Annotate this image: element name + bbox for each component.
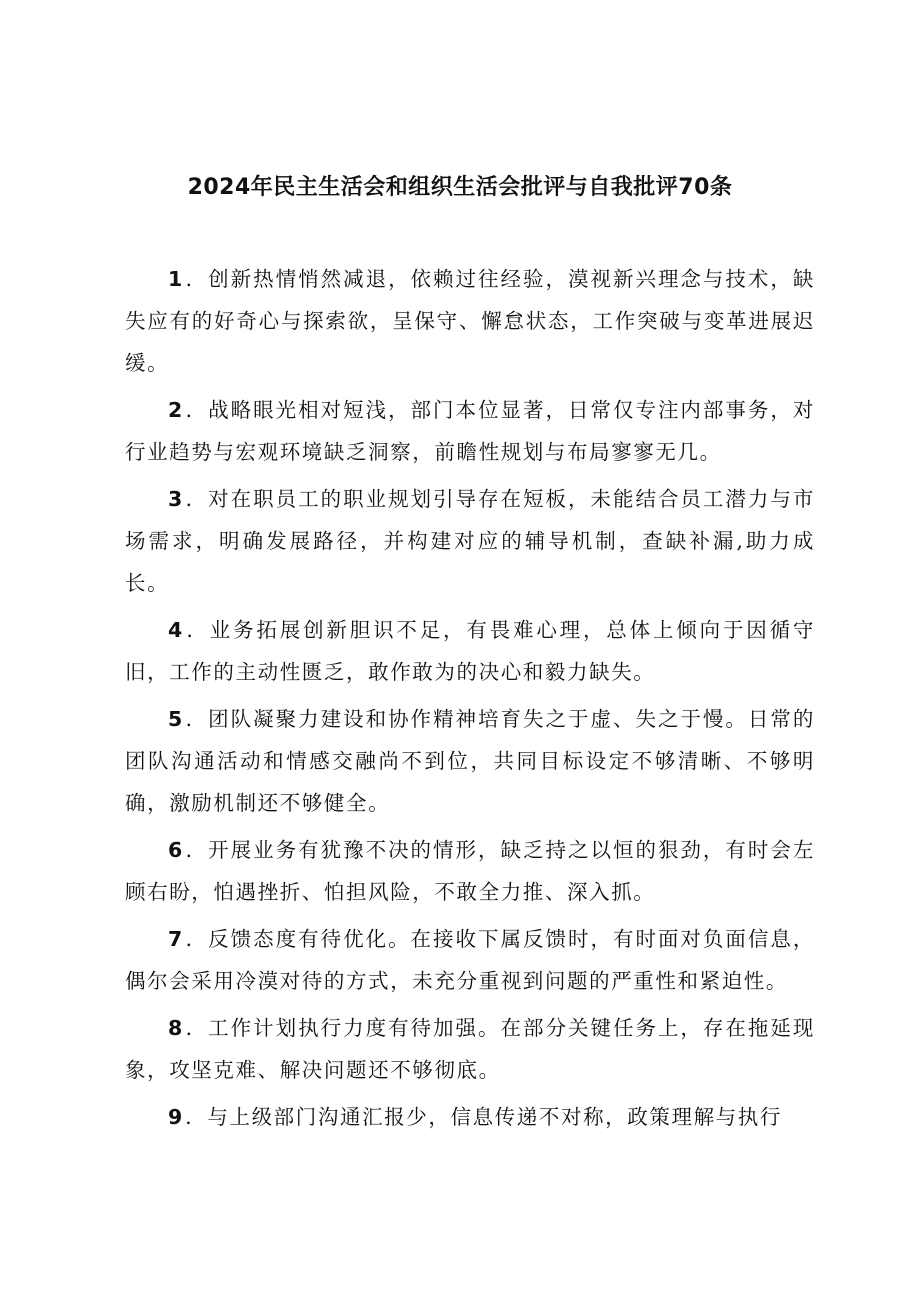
- item-number: 4: [168, 618, 183, 642]
- item-number: 6: [168, 838, 183, 862]
- item-text: ．反馈态度有待优化。在接收下属反馈时，有时面对负面信息，偶尔会采用冷漠对待的方式，未充分重视到问题的严重性和紧迫性。: [125, 927, 815, 993]
- document-body: [125, 258, 815, 1143]
- item-text: ．创新热情悄然减退，依赖过往经验，漠视新兴理念与技术，缺失应有的好奇心与探索欲，呈保守、懈怠状态，工作突破与变革进展迟缓。: [125, 267, 815, 375]
- item-number: 3: [168, 487, 183, 511]
- item-text: ．战略眼光相对短浅，部门本位显著，日常仅专注内部事务，对行业趋势与宏观环境缺乏洞察，前瞻性规划与布局寥寥无几。: [125, 398, 815, 464]
- item-number: 7: [168, 927, 183, 951]
- list-item-8: [125, 1007, 815, 1091]
- list-item-4: [125, 609, 815, 693]
- list-item-5: [125, 698, 815, 824]
- list-item-9: [125, 1096, 815, 1138]
- item-text: ．与上级部门沟通汇报少，信息传递不对称，政策理解与执行: [185, 1105, 782, 1129]
- item-text: ．开展业务有犹豫不决的情形，缺乏持之以恒的狠劲，有时会左顾右盼，怕遇挫折、怕担风险，不敢全力推、深入抓。: [125, 838, 815, 904]
- item-number: 5: [168, 707, 183, 731]
- list-item-1: [125, 258, 815, 384]
- list-item-6: [125, 829, 815, 913]
- list-item-7: [125, 918, 815, 1002]
- item-text: ．团队凝聚力建设和协作精神培育失之于虚、失之于慢。日常的团队沟通活动和情感交融尚不到位，共同目标设定不够清晰、不够明确，激励机制还不够健全。: [125, 707, 815, 815]
- item-number: 2: [168, 398, 183, 422]
- item-text: ．业务拓展创新胆识不足，有畏难心理，总体上倾向于因循守旧，工作的主动性匮乏，敢作敢为的决心和毅力缺失。: [125, 618, 815, 684]
- list-item-2: [125, 389, 815, 473]
- list-item-3: [125, 478, 815, 604]
- item-number: 1: [168, 267, 183, 291]
- document-title: 2024年民主生活会和组织生活会批评与自我批评70条: [187, 175, 733, 200]
- item-number: 9: [168, 1105, 183, 1129]
- item-text: ．工作计划执行力度有待加强。在部分关键任务上，存在拖延现象，攻坚克难、解决问题还不够彻底。: [125, 1016, 815, 1082]
- item-number: 8: [168, 1016, 183, 1040]
- item-text: ．对在职员工的职业规划引导存在短板，未能结合员工潜力与市场需求，明确发展路径，并构建对应的辅导机制，查缺补漏,助力成长。: [125, 487, 815, 595]
